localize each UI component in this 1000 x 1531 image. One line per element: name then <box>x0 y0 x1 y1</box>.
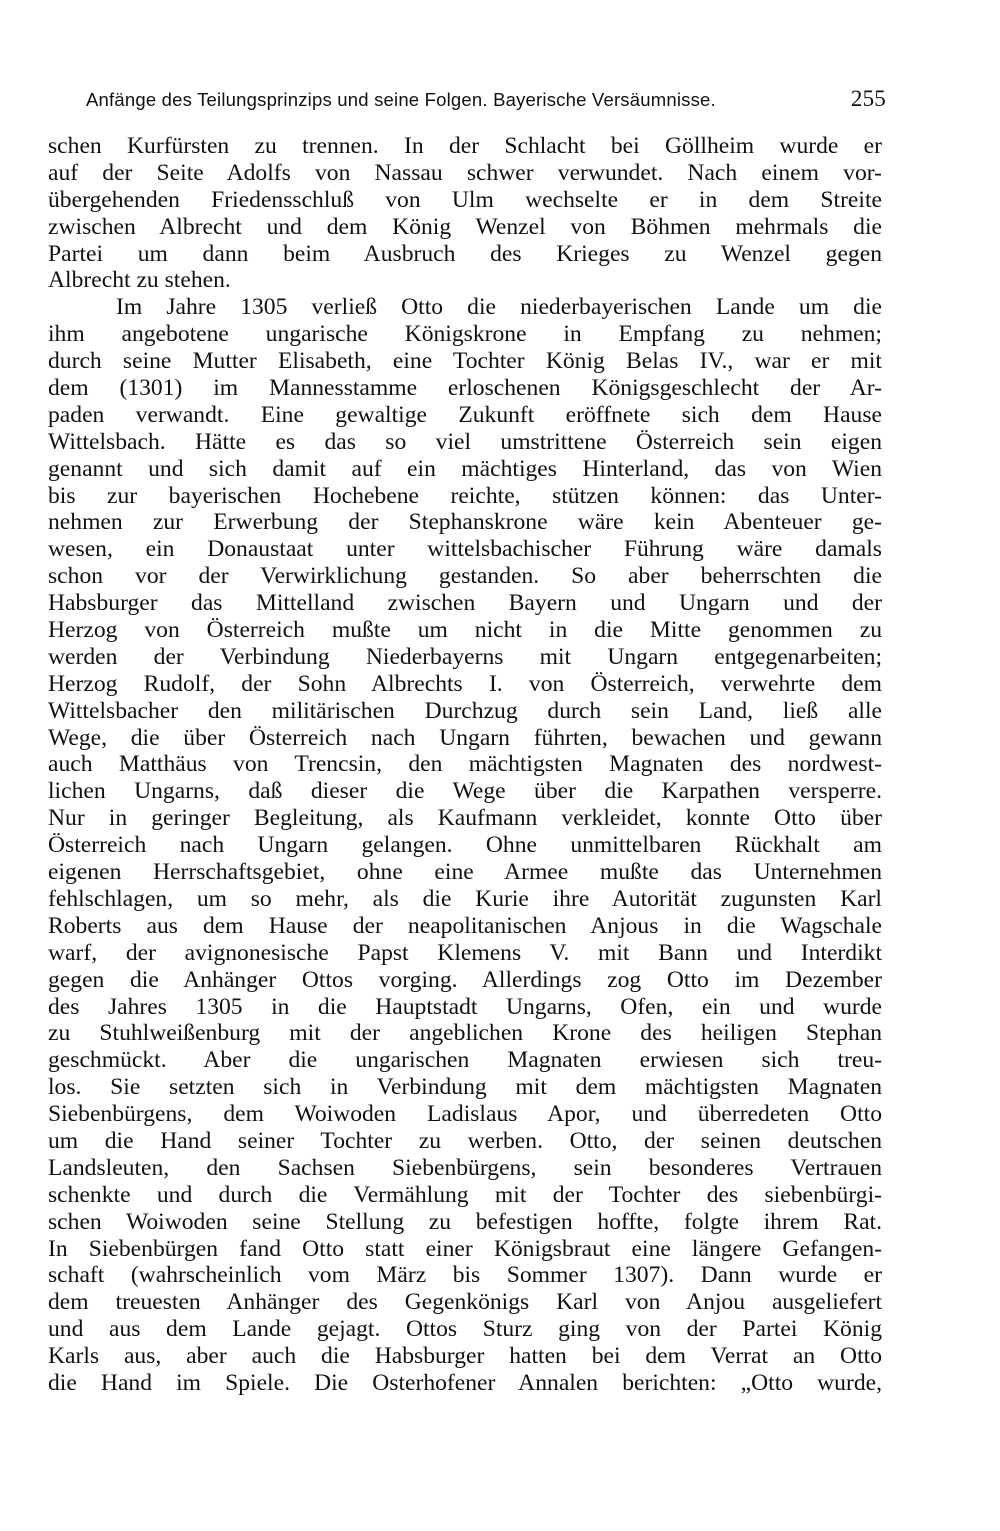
paragraph-first-line: Im Jahre 1305 verließ Otto die niederbayerischen Lande um die <box>116 294 882 321</box>
text-line: durch seine Mutter Elisabeth, eine Tochter König Belas IV., war er mit <box>48 348 882 375</box>
text-line: auch Matthäus von Trencsin, den mächtigsten Magnaten des nordwest- <box>48 751 882 778</box>
text-line: Roberts aus dem Hause der neapolitanischen Anjous in die Wagschale <box>48 912 882 939</box>
text-line: schon vor der Verwirklichung gestanden. So aber beherrschten die <box>48 563 882 590</box>
text-line: Partei um dann beim Ausbruch des Krieges zu Wenzel gegen <box>48 240 882 267</box>
text-line: eigenen Herrschaftsgebiet, ohne eine Armee mußte das Unternehmen <box>48 859 882 886</box>
text-line: des Jahres 1305 in die Hauptstadt Ungarns, Ofen, ein und wurde <box>48 993 882 1020</box>
text-line: Herzog von Österreich mußte um nicht in die Mitte genommen zu <box>48 617 882 644</box>
text-line: und aus dem Lande gejagt. Ottos Sturz ging von der Partei König <box>48 1316 882 1343</box>
text-line: fehlschlagen, um so mehr, als die Kurie ihre Autorität zugunsten Karl <box>48 885 882 912</box>
text-line: genannt und sich damit auf ein mächtiges Hinterland, das von Wien <box>48 455 882 482</box>
text-line: schenkte und durch die Vermählung mit der Tochter des siebenbürgi- <box>48 1181 882 1208</box>
text-line: Wege, die über Österreich nach Ungarn führten, bewachen und gewann <box>48 724 882 751</box>
text-line: Wittelsbach. Hätte es das so viel umstrittene Österreich sein eigen <box>48 428 882 455</box>
text-line: dem treuesten Anhänger des Gegenkönigs Karl von Anjou ausgeliefert <box>48 1289 882 1316</box>
text-line: ihm angebotene ungarische Königskrone in Empfang zu nehmen; <box>48 321 882 348</box>
text-line: los. Sie setzten sich in Verbindung mit dem mächtigsten Magnaten <box>48 1074 882 1101</box>
text-line: um die Hand seiner Tochter zu werben. Otto, der seinen deutschen <box>48 1127 882 1154</box>
text-line: geschmückt. Aber die ungarischen Magnaten erwiesen sich treu- <box>48 1047 882 1074</box>
text-line: schen Woiwoden seine Stellung zu befestigen hoffte, folgte ihrem Rat. <box>48 1208 882 1235</box>
text-line: übergehenden Friedensschluß von Ulm wechselte er in dem Streite <box>48 186 882 213</box>
text-line: schen Kurfürsten zu trennen. In der Schlacht bei Göllheim wurde er <box>48 133 882 159</box>
text-line: zu Stuhlweißenburg mit der angeblichen Krone des heiligen Stephan <box>48 1020 882 1047</box>
text-line: werden der Verbindung Niederbayerns mit Ungarn entgegenarbeiten; <box>48 643 882 670</box>
text-line: Wittelsbacher den militärischen Durchzug durch sein Land, ließ alle <box>48 697 882 724</box>
text-line: schaft (wahrscheinlich vom März bis Sommer 1307). Dann wurde er <box>48 1262 882 1289</box>
text-line: Siebenbürgens, dem Woiwoden Ladislaus Apor, und überredeten Otto <box>48 1101 882 1128</box>
text-line: dem (1301) im Mannesstamme erloschenen Königsgeschlecht der Ar- <box>48 375 882 402</box>
text-line: Albrecht zu stehen. <box>48 267 231 294</box>
page-number: 255 <box>850 86 886 111</box>
text-line: die Hand im Spiele. Die Osterhofener Annalen berichten: „Otto wurde, <box>48 1369 882 1396</box>
body-text <box>48 133 882 1397</box>
text-line: Österreich nach Ungarn gelangen. Ohne unmittelbaren Rückhalt am <box>48 832 882 859</box>
text-line: Landsleuten, den Sachsen Siebenbürgens, sein besonderes Vertrauen <box>48 1154 882 1181</box>
text-line: In Siebenbürgen fand Otto statt einer Königsbraut eine längere Gefangen- <box>48 1235 882 1262</box>
text-line: Karls aus, aber auch die Habsburger hatten bei dem Verrat an Otto <box>48 1343 882 1370</box>
page-header <box>86 86 886 116</box>
text-line: Nur in geringer Begleitung, als Kaufmann verkleidet, konnte Otto über <box>48 805 882 832</box>
text-line: nehmen zur Erwerbung der Stephanskrone wäre kein Abenteuer ge- <box>48 509 882 536</box>
running-title: Anfänge des Teilungsprinzips und seine Folgen. Bayerische Versäumnisse. <box>86 89 716 110</box>
text-line: lichen Ungarns, daß dieser die Wege über die Karpathen versperre. <box>48 778 882 805</box>
text-line: zwischen Albrecht und dem König Wenzel von Böhmen mehrmals die <box>48 213 882 240</box>
text-line: wesen, ein Donaustaat unter wittelsbachischer Führung wäre damals <box>48 536 882 563</box>
text-line: auf der Seite Adolfs von Nassau schwer verwundet. Nach einem vor- <box>48 159 882 186</box>
text-line: warf, der avignonesische Papst Klemens V. mit Bann und Interdikt <box>48 939 882 966</box>
text-line: bis zur bayerischen Hochebene reichte, stützen können: das Unter- <box>48 482 882 509</box>
text-line: gegen die Anhänger Ottos vorging. Allerdings zog Otto im Dezember <box>48 966 882 993</box>
text-line: Herzog Rudolf, der Sohn Albrechts I. von Österreich, verwehrte dem <box>48 670 882 697</box>
text-line: Habsburger das Mittelland zwischen Bayern und Ungarn und der <box>48 590 882 617</box>
text-line: paden verwandt. Eine gewaltige Zukunft eröffnete sich dem Hause <box>48 401 882 428</box>
